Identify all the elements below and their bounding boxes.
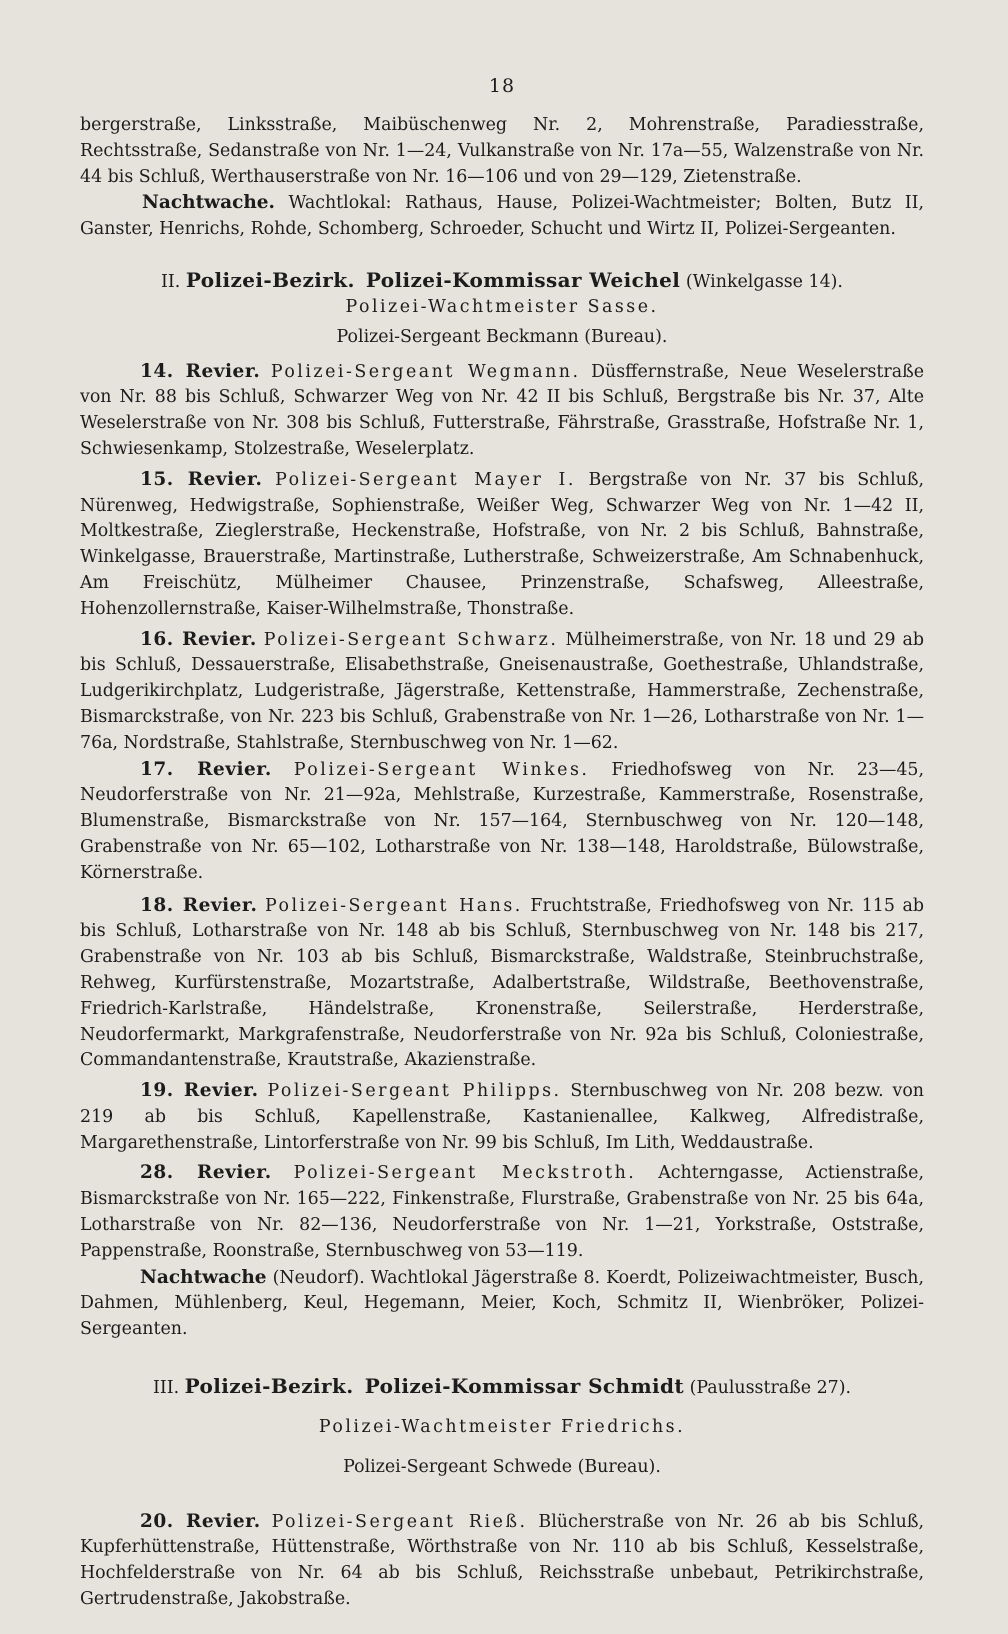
revier-label: 19. Revier. <box>140 1080 259 1102</box>
revier-sergeant: Polizei-Sergeant Mayer I. <box>275 469 576 490</box>
revier-streets: Friedhofsweg von Nr. 23—45, Neudorferstraße von Nr. 21—92a, Mehlstraße, Kurzestraße, Kammerstraße, Rosenstraße, Blumenstraße, Bismarckstraße von Nr. 157—164, Sternbuschweg von Nr. 120—148, Grabenstraße von Nr. 65—102, Lotharstraße von Nr. 138—148, Haroldstraße, Bülowstraße, Körnerstraße. <box>80 759 924 883</box>
revier-sergeant: Polizei-Sergeant Wegmann. <box>270 361 581 382</box>
bezirk-3-heading <box>80 1373 924 1401</box>
revier-14 <box>80 359 924 463</box>
revier-20 <box>80 1509 924 1613</box>
bezirk-3-kommissar: Polizei-Kommissar Schmidt <box>364 1374 685 1399</box>
page-number: 18 <box>488 75 516 97</box>
revier-15 <box>80 467 924 623</box>
bezirk-2-address: (Winkelgasse 14). <box>685 271 843 292</box>
bezirk-3-number: III. <box>152 1378 180 1399</box>
revier-16 <box>80 627 924 757</box>
revier-label: 15. Revier. <box>140 468 263 490</box>
revier-sergeant: Polizei-Sergeant Winkes. <box>293 759 590 780</box>
revier-18 <box>80 893 924 1075</box>
revier-19 <box>80 1078 924 1156</box>
revier-sergeant: Polizei-Sergeant Hans. <box>265 895 523 916</box>
revier-streets: Bergstraße von Nr. 37 bis Schluß, Nürenweg, Hedwigstraße, Sophienstraße, Weißer Weg, Schwarzer Weg von Nr. 1—42 II, Moltkestraße, Zieglerstraße, Heckenstraße, Hofstraße, von Nr. 2 bis Schluß, Bahnstraße, Winkelgasse, Brauerstraße, Martinstraße, Lutherstraße, Schweizerstraße, Am Schnabenhuck, Am Freischütz, Mülheimer Chausee, Prinzenstraße, Schafsweg, Alleestraße, Hohenzollernstraße, Kaiser-Wilhelmstraße, Thonstraße. <box>80 469 924 619</box>
revier-streets: Fruchtstraße, Friedhofsweg von Nr. 115 ab bis Schluß, Lotharstraße von Nr. 148 ab bis Schluß, Sternbuschweg von Nr. 148 bis 217, Grabenstraße von Nr. 103 ab bis Schluß, Bismarckstraße, Waldstraße, Steinbruchstraße, Rehweg, Kurfürstenstraße, Mozartstraße, Adalbertstraße, Wildstraße, Beethovenstraße, Friedrich-Karlstraße, Händelstraße, Kronenstraße, Seilerstraße, Herderstraße, Neudorfermarkt, Markgrafenstraße, Neudorferstraße von Nr. 92a bis Schluß, Coloniestraße, Commandantenstraße, Krautstraße, Akazienstraße. <box>80 895 924 1071</box>
bezirk-2-wachtmeister: Polizei-Wachtmeister Sasse. <box>345 296 659 317</box>
revier-sergeant: Polizei-Sergeant Philipps. <box>267 1081 562 1102</box>
bezirk-3-label: Polizei-Bezirk. <box>184 1374 354 1399</box>
bezirk-2-nachtwache <box>80 1265 924 1343</box>
bezirk-3-sergeant-bureau: Polizei-Sergeant Schwede (Bureau). <box>343 1456 661 1477</box>
bezirk-3-address: (Paulusstraße 27). <box>689 1378 852 1399</box>
bezirk-2-sergeant-bureau: Polizei-Sergeant Beckmann (Bureau). <box>336 326 668 347</box>
bezirk-2-section <box>80 267 924 1343</box>
bezirk-3-wachtmeister: Polizei-Wachtmeister Friedrichs. <box>318 1417 686 1438</box>
nachtwache-text: (Neudorf). Wachtlokal Jägerstraße 8. Koerdt, Polizeiwachtmeister, Busch, Dahmen, Mühlenberg, Keul, Hegemann, Meier, Koch, Schmitz II, Wienbröker, Polizei-Sergeanten. <box>80 1267 925 1340</box>
nachtwache-text: Wachtlokal: Rathaus, Hause, Polizei-Wachtmeister; Bolten, Butz II, Ganster, Henrichs, Rohde, Schomberg, Schroeder, Schucht und Wirtz II, Polizei-Sergeanten. <box>80 193 925 240</box>
nachtwache-label: Nachtwache. <box>142 192 275 214</box>
bezirk-2-reviers <box>80 359 924 1343</box>
bezirk-3-section <box>80 1373 924 1613</box>
revier-label: 17. Revier. <box>140 758 272 780</box>
revier-label: 28. Revier. <box>140 1162 272 1184</box>
revier-17 <box>80 757 924 887</box>
intro-block <box>80 113 924 243</box>
revier-label: 16. Revier. <box>140 628 257 650</box>
revier-label: 18. Revier. <box>140 894 258 916</box>
revier-streets: Düsffernstraße, Neue Weselerstraße von Nr. 88 bis Schluß, Schwarzer Weg von Nr. 42 II bis Schluß, Bergstraße bis Nr. 37, Alte Weselerstraße von Nr. 308 bis Schluß, Futterstraße, Fährstraße, Grasstraße, Hofstraße Nr. 1, Schwiesenkamp, Stolzestraße, Weselerplatz. <box>80 361 925 459</box>
nachtwache-label: Nachtwache <box>140 1266 267 1288</box>
revier-streets: Mülheimerstraße, von Nr. 18 und 29 ab bis Schluß, Dessauerstraße, Elisabethstraße, Gneisenaustraße, Goethestraße, Uhlandstraße, Ludgerikirchplatz, Ludgeristraße, Jägerstraße, Kettenstraße, Hammerstraße, Zechenstraße, Bismarckstraße, von Nr. 223 bis Schluß, Grabenstraße von Nr. 1—26, Lotharstraße von Nr. 1—76a, Nordstraße, Stahlstraße, Sternbuschweg von Nr. 1—62. <box>80 629 925 753</box>
bezirk-2-heading <box>80 267 924 295</box>
revier-streets: Sternbuschweg von Nr. 208 bezw. von 219 ab bis Schluß, Kapellenstraße, Kastanienallee, Kalkweg, Alfredistraße, Margarethenstraße, Lintorferstraße von Nr. 99 bis Schluß, Im Lith, Weddaustraße. <box>80 1081 924 1153</box>
revier-streets: Achterngasse, Actienstraße, Bismarckstraße von Nr. 165—222, Finkenstraße, Flurstraße, Grabenstraße von Nr. 25 bis 64a, Lotharstraße von Nr. 82—136, Neudorferstraße von Nr. 1—21, Yorkstraße, Oststraße, Pappenstraße, Roonstraße, Sternbuschweg von 53—119. <box>80 1163 924 1261</box>
revier-sergeant: Polizei-Sergeant Schwarz. <box>263 629 559 650</box>
bezirk-2-kommissar: Polizei-Kommissar Weichel <box>365 267 681 292</box>
bezirk-3-reviers <box>80 1509 924 1613</box>
revier-sergeant: Polizei-Sergeant Rieß. <box>271 1511 528 1532</box>
intro-streets: bergerstraße, Linksstraße, Maibüschenweg Nr. 2, Mohrenstraße, Paradiesstraße, Rechtsstraße, Sedanstraße von Nr. 1—24, Vulkanstraße von Nr. 17a—55, Walzenstraße von Nr. 44 bis Schluß, Werthauserstraße von Nr. 16—106 und von 29—129, Zietenstraße. Nachtwache. Wachtlokal: Rathaus, Hause, Polizei-Wachtmeister; Bolten, Butz II, Ganster, Henrichs, Rohde, Schomberg, Schroeder, Schucht und Wirtz II, Polizei-Sergeanten. <box>80 115 925 240</box>
bezirk-2-number: II. <box>161 271 181 292</box>
revier-label: 14. Revier. <box>140 360 261 382</box>
revier-label: 20. Revier. <box>140 1510 261 1532</box>
revier-sergeant: Polizei-Sergeant Meckstroth. <box>293 1163 637 1184</box>
revier-28 <box>80 1160 924 1264</box>
revier-streets: Blücherstraße von Nr. 26 ab bis Schluß, Kupferhüttenstraße, Hüttenstraße, Wörthstraße von Nr. 110 ab bis Schluß, Kesselstraße, Hochfelderstraße von Nr. 64 ab bis Schluß, Reichsstraße unbebaut, Petrikirchstraße, Gertrudenstraße, Jakobstraße. <box>80 1511 924 1610</box>
bezirk-2-label: Polizei-Bezirk. <box>185 267 355 292</box>
